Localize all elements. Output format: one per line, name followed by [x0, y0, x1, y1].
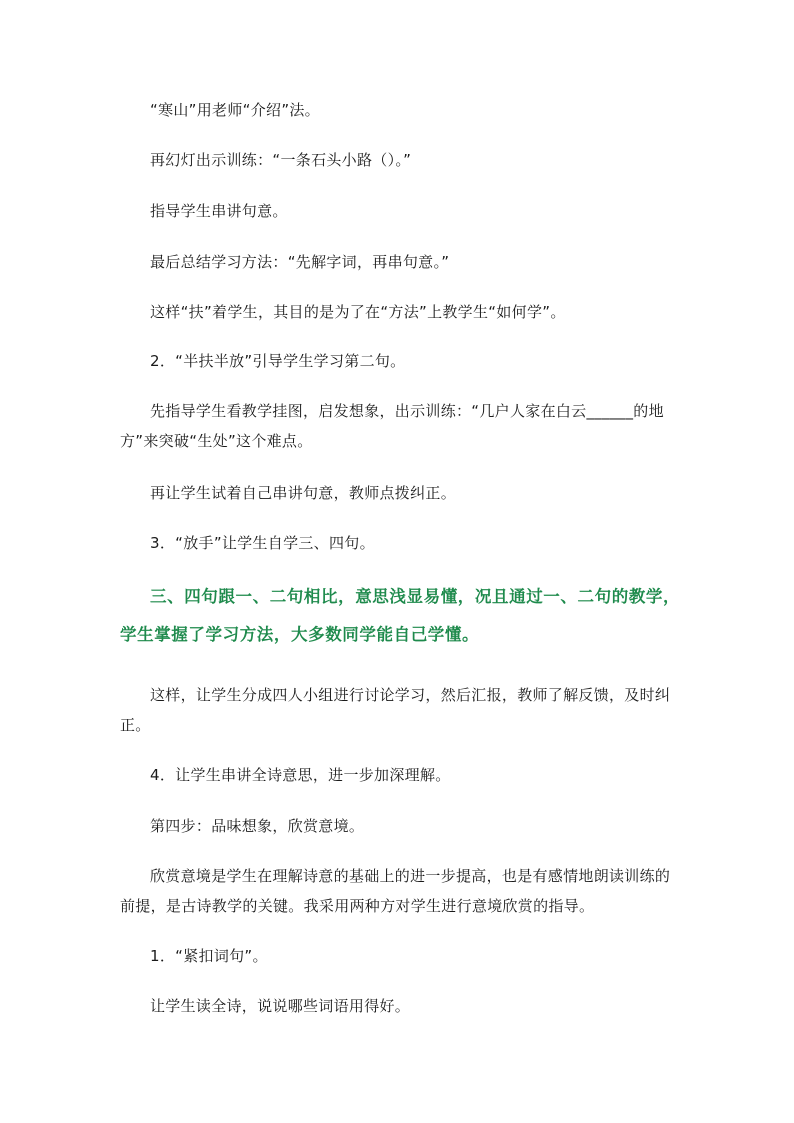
paragraph-fourth-step: 第四步：品味想象，欣赏意境。 — [150, 817, 365, 835]
paragraph-wall-chart: 先指导学生看教学挂图，启发想象，出示训练：“几户人家在白云______的地方”来突破“生处”这个难点。 — [120, 402, 664, 450]
section-heading: 三、四句跟一、二句相比，意思浅显易懂，况且通过一、二句的教学，学生掌握了学习方法，大多数同学能自己学懂。 — [120, 587, 681, 644]
paragraph-step-3: 3．“放手”让学生自学三、四句。 — [150, 534, 375, 552]
paragraph-key-words: 1．“紧扣词句”。 — [150, 947, 268, 965]
paragraph-self-explain: 再让学生试着自己串讲句意，教师点拨纠正。 — [150, 484, 457, 502]
paragraph-step-2: 2．“半扶半放”引导学生学习第二句。 — [150, 352, 406, 370]
paragraph-step-4: 4．让学生串讲全诗意思，进一步加深理解。 — [150, 766, 451, 784]
paragraph-guide-explain: 指导学生串讲句意。 — [150, 202, 288, 220]
paragraph-purpose: 这样“扶”着学生，其目的是为了在“方法”上教学生“如何学”。 — [150, 303, 566, 321]
paragraph-read-poem: 让学生读全诗，说说哪些词语用得好。 — [150, 997, 411, 1015]
paragraph-group-discussion: 这样，让学生分成四人小组进行讨论学习，然后汇报，教师了解反馈，及时纠正。 — [120, 686, 671, 734]
paragraph-appreciation: 欣赏意境是学生在理解诗意的基础上的进一步提高，也是有感情地朗读训练的前提，是古诗教学的关键。我采用两种方对学生进行意境欣赏的指导。 — [120, 867, 671, 915]
paragraph-hanshan-method: “寒山”用老师“介绍”法。 — [150, 101, 320, 119]
paragraph-slide-exercise: 再幻灯出示训练：“一条石头小路（）。” — [150, 151, 412, 169]
paragraph-summary-method: 最后总结学习方法：“先解字词，再串句意。” — [150, 253, 450, 271]
